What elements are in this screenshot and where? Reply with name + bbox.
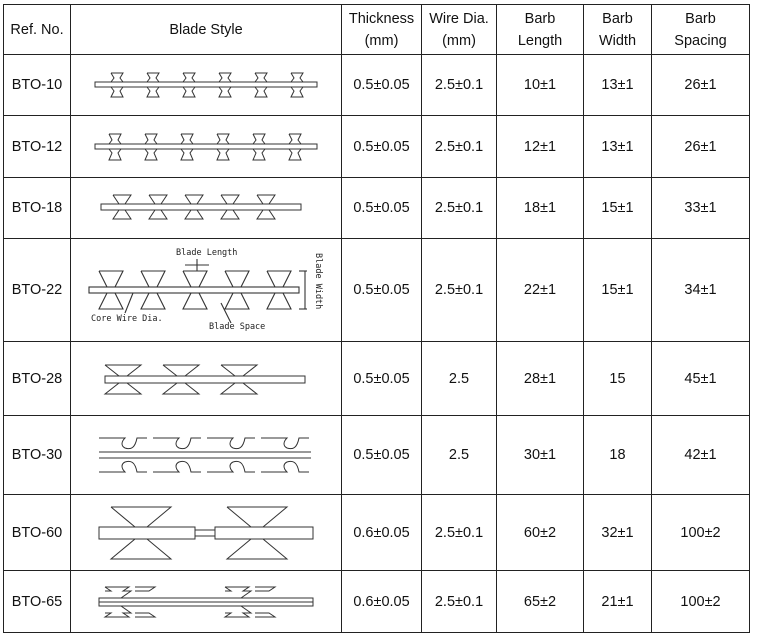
blade-drawing-bto-18 xyxy=(91,188,321,228)
blade-style-cell xyxy=(71,495,342,571)
barb-width-cell: 15 xyxy=(584,342,652,416)
thickness-cell: 0.6±0.05 xyxy=(342,495,422,571)
blade-style-cell xyxy=(71,116,342,178)
blade-style-cell xyxy=(71,416,342,495)
ref-cell: BTO-18 xyxy=(4,178,71,239)
barb-spacing-cell: 42±1 xyxy=(652,416,750,495)
table-row xyxy=(4,116,750,178)
barb-width-cell: 32±1 xyxy=(584,495,652,571)
ref-cell: BTO-60 xyxy=(4,495,71,571)
thickness-cell: 0.5±0.05 xyxy=(342,116,422,178)
table-row xyxy=(4,55,750,116)
barb-length-cell: 12±1 xyxy=(497,116,584,178)
wire-dia-cell: 2.5 xyxy=(422,342,497,416)
ref-cell: BTO-30 xyxy=(4,416,71,495)
label-blade-width: Blade Width xyxy=(313,253,323,310)
thickness-cell: 0.5±0.05 xyxy=(342,416,422,495)
blade-drawing-bto-30 xyxy=(91,428,321,482)
blade-style-cell xyxy=(71,571,342,633)
barb-width-cell: 18 xyxy=(584,416,652,495)
label-blade-space: Blade Space xyxy=(209,322,266,332)
barb-length-cell: 30±1 xyxy=(497,416,584,495)
wire-dia-cell: 2.5 xyxy=(422,416,497,495)
table-row xyxy=(4,178,750,239)
thickness-cell: 0.6±0.05 xyxy=(342,571,422,633)
barb-spacing-cell: 26±1 xyxy=(652,55,750,116)
header-ref: Ref. No. xyxy=(4,5,71,55)
barb-length-cell: 65±2 xyxy=(497,571,584,633)
wire-dia-cell: 2.5±0.1 xyxy=(422,495,497,571)
label-blade-length: Blade Length xyxy=(176,248,238,258)
barb-length-cell: 18±1 xyxy=(497,178,584,239)
ref-cell: BTO-10 xyxy=(4,55,71,116)
barb-spacing-cell: 100±2 xyxy=(652,571,750,633)
header-row xyxy=(4,5,750,55)
blade-drawing-bto-12 xyxy=(91,127,321,167)
thickness-cell: 0.5±0.05 xyxy=(342,55,422,116)
barb-length-cell: 60±2 xyxy=(497,495,584,571)
barb-spacing-cell: 26±1 xyxy=(652,116,750,178)
wire-dia-cell: 2.5±0.1 xyxy=(422,239,497,342)
barb-width-cell: 15±1 xyxy=(584,178,652,239)
barb-spacing-cell: 33±1 xyxy=(652,178,750,239)
barb-spacing-cell: 34±1 xyxy=(652,239,750,342)
header-barb-spacing: Barb Spacing xyxy=(652,5,750,55)
blade-style-cell xyxy=(71,239,342,342)
blade-style-cell xyxy=(71,55,342,116)
thickness-cell: 0.5±0.05 xyxy=(342,239,422,342)
thickness-cell: 0.5±0.05 xyxy=(342,342,422,416)
table-row xyxy=(4,416,750,495)
blade-style-cell xyxy=(71,178,342,239)
ref-cell: BTO-65 xyxy=(4,571,71,633)
table-row xyxy=(4,342,750,416)
blade-drawing-bto-10 xyxy=(91,65,321,105)
thickness-cell: 0.5±0.05 xyxy=(342,178,422,239)
header-wire-dia: Wire Dia. (mm) xyxy=(422,5,497,55)
blade-spec-table xyxy=(3,4,750,633)
blade-drawing-bto-22 xyxy=(81,241,331,339)
barb-length-cell: 28±1 xyxy=(497,342,584,416)
barb-length-cell: 22±1 xyxy=(497,239,584,342)
blade-drawing-bto-60 xyxy=(91,501,321,565)
wire-dia-cell: 2.5±0.1 xyxy=(422,55,497,116)
barb-length-cell: 10±1 xyxy=(497,55,584,116)
barb-spacing-cell: 100±2 xyxy=(652,495,750,571)
header-barb-length: Barb Length xyxy=(497,5,584,55)
barb-width-cell: 13±1 xyxy=(584,55,652,116)
ref-cell: BTO-28 xyxy=(4,342,71,416)
ref-cell: BTO-12 xyxy=(4,116,71,178)
table-row xyxy=(4,495,750,571)
ref-cell: BTO-22 xyxy=(4,239,71,342)
blade-drawing-bto-65 xyxy=(91,579,321,625)
table-row xyxy=(4,571,750,633)
label-core-wire: Core Wire Dia. xyxy=(91,314,163,324)
wire-dia-cell: 2.5±0.1 xyxy=(422,571,497,633)
wire-dia-cell: 2.5±0.1 xyxy=(422,178,497,239)
table-row xyxy=(4,239,750,342)
blade-style-cell xyxy=(71,342,342,416)
header-thickness: Thickness (mm) xyxy=(342,5,422,55)
header-blade-style: Blade Style xyxy=(71,5,342,55)
wire-dia-cell: 2.5±0.1 xyxy=(422,116,497,178)
blade-drawing-bto-28 xyxy=(91,357,321,401)
header-barb-width: Barb Width xyxy=(584,5,652,55)
barb-width-cell: 15±1 xyxy=(584,239,652,342)
barb-width-cell: 13±1 xyxy=(584,116,652,178)
barb-width-cell: 21±1 xyxy=(584,571,652,633)
barb-spacing-cell: 45±1 xyxy=(652,342,750,416)
